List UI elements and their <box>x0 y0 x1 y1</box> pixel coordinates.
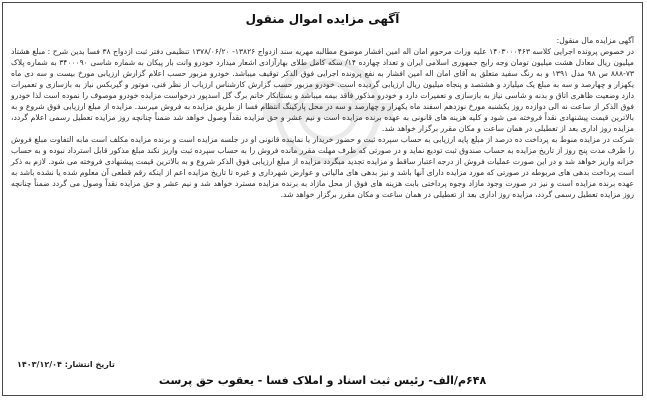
notice-intro: آگهی مزایده مال منقول: <box>556 36 634 45</box>
publication-date: تاریخ انتشار: ۱۴۰۳/۱۲/۰۴ <box>17 360 115 369</box>
notice-frame <box>2 2 643 396</box>
notice-paragraph-terms: شرکت در مزایده منوط به پرداخت ده درصد از مبلغ پایه ارزیابی به حساب سپرده ثبت و حضور خریدار یا نماینده قانونی او در جلسه مزایده است و برنده مزایده مکلف است مابه التفاوت مبلغ فروش را ظرف مدت پنج روز از تاریخ مزایده به حساب صندوق ثبت تودیع نماید و در صورتی که ظرف مهلت مقرر مانده فروش را به حساب سپرده ثبت واریز نکند مبلغ مذکور قابل استرداد نبوده و به حساب خزانه واریز خواهد شد و در این صورت عملیات فروش از درجه اعتبار ساقط و مزایده تجدید میگردد مزایده از مبلغ ارزیابی فوق الذکر شروع و به بالاترین قیمت پیشنهادی فروخته می شود. لازم به ذکر است پرداخت بدهی های مربوطه در صورتی که مورد مزایده دارای آنها باشد و نیز بدهی های مالیاتی و عوارض شهرداری و غیره تا تاریخ مزایده اعم از اینکه رقم قطعی آن معلوم شده یا نشده باشد به عهده برنده مزایده است و نیز در صورت وجود مازاد وجوه پرداختی بابت هزینه های فوق از محل مازاد به برنده مزایده مسترد خواهد شد و نیم عشر و حق مزایده نقداً وصول می گردد ضمناً چنانچه روز مزایده تعطیل رسمی گردد، مزایده روز اداری بعد از تعطیلی در همان ساعت و مکان مقرر برگزار خواهد شد. <box>11 135 634 199</box>
notice-signature: ۶۴۸م/الف- رئیس ثبت اسناد و املاک فسا - یعقوب حق پرست <box>158 374 487 387</box>
notice-title: آگهی مزایده اموال منقول <box>245 12 400 26</box>
notice-paragraph-case: در خصوص پرونده اجرایی کلاسه ۱۴۰۳۰۰۰۴۶۳ علیه وراث مرحوم امان اله امین افشار موضوع مطالبه مهریه سند ازدواج ۱۳۸۲۶- ۱۳۷۸/۰۶/۲۰ تنظیمی دفتر ثبت ازدواج ۳۸ فسا بدین شرح : مبلغ هشتاد میلیون ریال معادل هشت میلیون تومان وجه رایج جمهوری اسلامی ایران و تعداد چهارده ۱۴/ سکه کامل طلای بهارآزادی اشعار میدارد خودرو وانت بار پیکان به شماره شاسی ۳۴۰۰۰۹۰ به شماره پلاک ۷۳-۸۸۸ س ۹۸ مدل ۱۳۹۱ و به رنگ سفید متعلق به آقای امان اله امین افشار به نفع پرونده اجرایی فوق الذکر توقیف میباشد. خودرو مزبور حسب اعلام گزارش ارزیابی مورخ بیست و سه دی ماه یکهزار و چهارصد و سه به مبلغ یک میلیارد و هشتصد و پنجاه میلیون ریال ارزیابی گردیده است. خودرو مزبور حسب گزارش کارشناس ارزیاب از نظر فنی، موتور و گیربکس نیاز به بازسازی و تعمیرات دارد وضعیت ظاهری اتاق و بدنه و شاسی نیاز به بازسازی و تعمیرات دارد و خودرو مذکور فاقد بیمه میباشد و بستانکار خانم برگ گل اسدپور درخواست مزایده خودرو موصوف را نموده است لذا خودرو فوق الذکر از ساعت نه الی دوازده روز یکشنبه مورخ نوزدهم اسفند ماه یکهزار و چهارصد و سه در محل پارکینگ انتظام فسا از طریق مزایده به فروش میرسد. مزایده از مبلغ ارزیابی فوق شروع و به بالاترین قیمت پیشنهادی نقداً فروخته می شود و کلیه هزینه های قانونی به عهده برنده مزایده است و نیم عشر و حق مزایده نقداً وصول خواهد شد ضمناً چنانچه روز مزایده تعطیل رسمی اعلام گردد، مزایده روز اداری بعد از تعطیلی در همان ساعت و مکان مقرر برگزار خواهد شد. <box>11 47 635 133</box>
notice-body <box>11 35 634 200</box>
